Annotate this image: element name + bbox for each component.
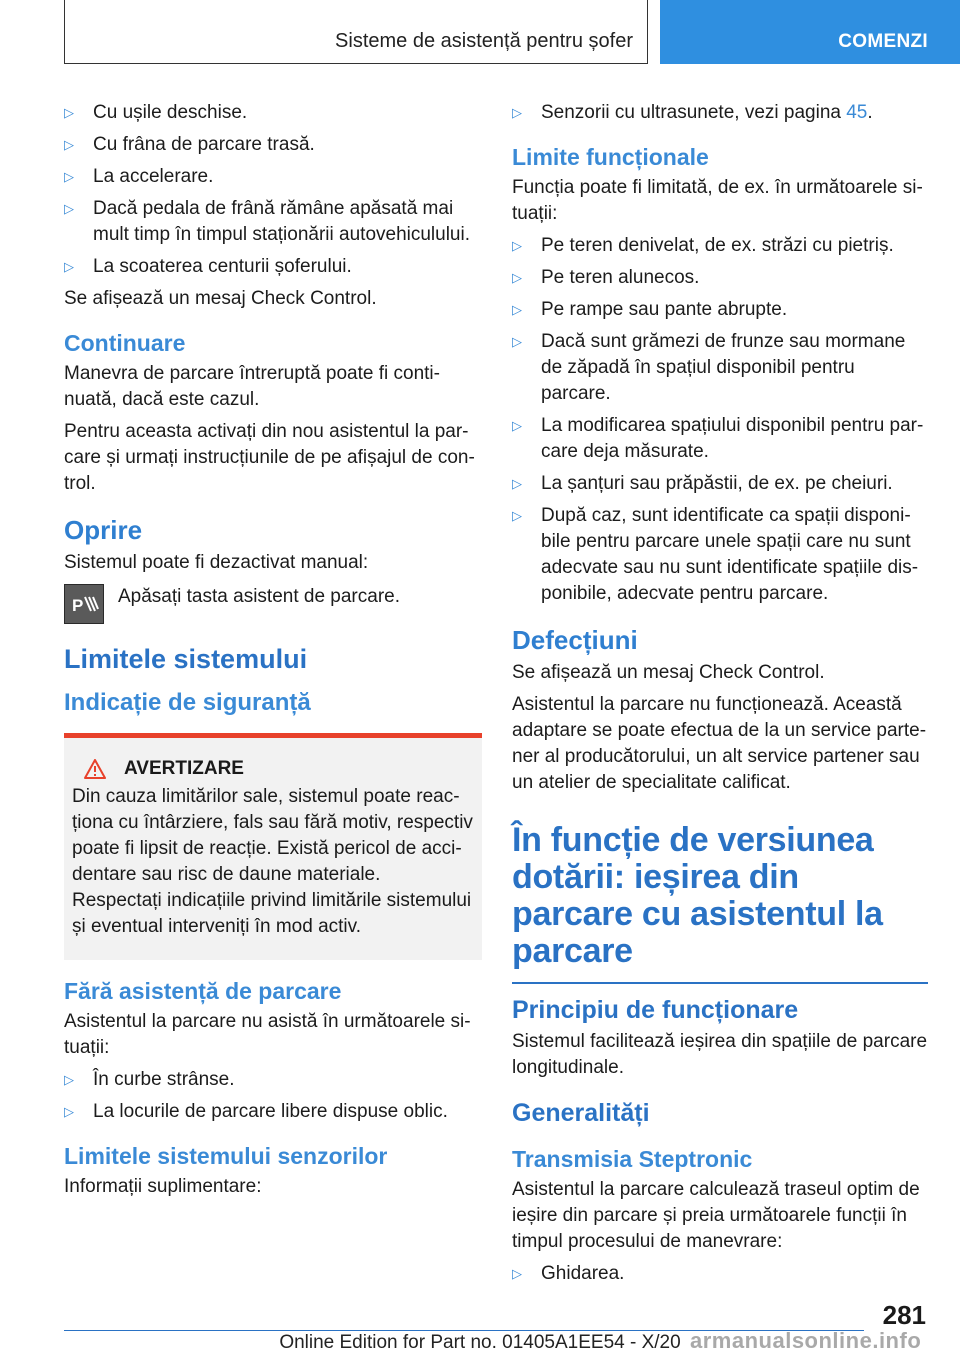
bullet-list-senzori xyxy=(512,100,928,126)
paragraph-limite: Funcția poate fi limitată, de ex. în următoarele si-tuații: xyxy=(512,177,923,224)
button-instruction xyxy=(64,584,482,624)
heading-limitele-sistemului: Limitele sistemului xyxy=(64,644,308,674)
tab-comenzi-label: COMENZI xyxy=(838,31,928,52)
paragraph-fara: Asistentul la parcare nu asistă în următoarele si-tuații: xyxy=(64,1011,471,1058)
triangle-bullet-icon: ▷ xyxy=(64,1072,74,1087)
heading-rule xyxy=(512,982,928,984)
paragraph-principiu: Sistemul facilitează ieșirea din spațiile de parcare longitudinale. xyxy=(512,1030,928,1078)
paragraph-continuare-2: Pentru aceasta activați din nou asistentul la par-care și urmați instrucțiunile de pe afișajul de con-trol. xyxy=(64,421,475,494)
page-number: 281 xyxy=(882,1300,926,1330)
warning-box xyxy=(64,733,482,960)
park-assist-button-icon xyxy=(64,584,104,624)
list-item: ▷ Dacă sunt grămezi de frunze sau mormane de zăpadă în spațiul disponibil pentru parcare. xyxy=(512,331,906,404)
list-item: ▷ Ghidarea. xyxy=(512,1261,928,1287)
warning-header xyxy=(84,758,474,780)
triangle-bullet-icon: ▷ xyxy=(512,476,522,491)
triangle-bullet-icon: ▷ xyxy=(64,169,74,184)
list-item: ▷ Pe teren denivelat, de ex. străzi cu pietriș. xyxy=(512,233,928,259)
heading-oprire: Oprire xyxy=(64,515,143,545)
list-item: ▷ La accelerare. xyxy=(64,164,482,190)
list-item: ▷ La scoaterea centurii șoferului. xyxy=(64,254,482,280)
paragraph-transmisia: Asistentul la parcare calculează traseul optim de ieșire din parcare și preia următoarele funcții în timpul procesului de manevrare: xyxy=(512,1178,920,1252)
paragraph-informatii: Informații suplimentare: xyxy=(64,1176,262,1197)
triangle-bullet-icon: ▷ xyxy=(512,105,522,120)
page-header xyxy=(0,0,960,66)
bullet-list-limite xyxy=(512,233,928,607)
triangle-bullet-icon: ▷ xyxy=(512,1265,522,1281)
triangle-bullet-icon: ▷ xyxy=(512,334,522,349)
paragraph-check-control: Se afișează un mesaj Check Control. xyxy=(64,288,377,309)
triangle-bullet-icon: ▷ xyxy=(512,238,522,253)
list-item: ▷ La modificarea spațiului disponibil pentru par-care deja măsurate. xyxy=(512,415,924,462)
watermark: armanualsonline.info xyxy=(690,1328,922,1353)
paragraph-continuare-1: Manevra de parcare întreruptă poate fi conti-nuată, dacă este cazul. xyxy=(64,363,440,410)
list-item: ▷ Pe rampe sau pante abrupte. xyxy=(512,297,928,323)
heading-limitele-senzorilor: Limitele sistemului senzorilor xyxy=(64,1143,388,1169)
section-title: Sisteme de asistență pentru șofer xyxy=(335,30,633,52)
heading-defectiuni: Defecțiuni xyxy=(512,625,638,655)
triangle-bullet-icon: ▷ xyxy=(64,137,74,152)
triangle-bullet-icon: ▷ xyxy=(64,105,74,120)
heading-principiu: Principiu de funcționare xyxy=(512,995,799,1024)
heading-fara-asistenta: Fără asistență de parcare xyxy=(64,978,342,1004)
left-column xyxy=(64,100,482,1206)
button-instruction-text: Apăsați tasta asistent de parcare. xyxy=(118,586,400,607)
list-item: ▷ Senzorii cu ultrasunete, vezi pagina 45. xyxy=(512,100,928,126)
paragraph-defectiuni-2: Asistentul la parcare nu funcționează. Această adaptare se poate efectua de la un service parte-ner al producătorului, un alt service partener sau un atelier de specialitate calificat. xyxy=(512,694,927,793)
list-item: ▷ Dacă pedala de frână rămâne apăsată mai mult timp în timpul staționării autovehiculului. xyxy=(64,198,471,245)
bullet-list-conditions xyxy=(64,100,482,280)
warning-text: Din cauza limitărilor sale, sistemul poate reac-ționa cu întârziere, fals sau fără motiv, respectiv poate fi lipsit de reacție. Există pericol de acci-dentare sau risc de daune materiale. Respectați indicațiile privind limitările sistemului și eventual interveniți în mod activ. xyxy=(72,786,473,937)
warning-triangle-icon xyxy=(84,759,106,779)
tab-comenzi[interactable] xyxy=(660,0,960,64)
triangle-bullet-icon: ▷ xyxy=(64,259,74,274)
heading-limite-functionale: Limite funcționale xyxy=(512,144,709,170)
bullet-list-fara xyxy=(64,1067,482,1125)
triangle-bullet-icon: ▷ xyxy=(64,1104,74,1119)
bullet-list-end xyxy=(512,1261,928,1287)
page-link[interactable]: 45 xyxy=(846,102,868,123)
right-column xyxy=(512,100,928,1293)
heading-indicatie-siguranta: Indicație de siguranță xyxy=(64,689,311,716)
paragraph-oprire: Sistemul poate fi dezactivat manual: xyxy=(64,552,369,573)
footer-edition: Online Edition for Part no. 01405A1EE54 - X/20 xyxy=(279,1332,681,1353)
list-item: ▷ La șanțuri sau prăpăstii, de ex. pe cheiuri. xyxy=(512,471,928,497)
heading-generalitati: Generalități xyxy=(512,1098,650,1127)
triangle-bullet-icon: ▷ xyxy=(512,418,522,433)
list-item: ▷ În curbe strânse. xyxy=(64,1067,482,1093)
list-item: ▷ Pe teren alunecos. xyxy=(512,265,928,291)
section-title-box xyxy=(64,0,648,64)
list-item: ▷ Cu frâna de parcare trasă. xyxy=(64,132,482,158)
triangle-bullet-icon: ▷ xyxy=(512,302,522,317)
heading-continuare: Continuare xyxy=(64,330,186,356)
list-item: ▷ La locurile de parcare libere dispuse oblic. xyxy=(64,1099,482,1125)
triangle-bullet-icon: ▷ xyxy=(512,508,522,523)
list-item: ▷ După caz, sunt identificate ca spații disponi-bile pentru parcare unele spații care nu sunt adecvate sau nu sunt identificate spațiile dis-ponibile, adecvate pentru parcare. xyxy=(512,505,919,604)
triangle-bullet-icon: ▷ xyxy=(64,201,74,216)
heading-transmisia: Transmisia Steptronic xyxy=(512,1145,753,1172)
svg-text:P: P xyxy=(72,596,84,615)
heading-iesirea-din-parcare: În funcție de versiunea dotării: ieșirea din parcare cu asistentul la parcare xyxy=(512,821,883,970)
triangle-bullet-icon: ▷ xyxy=(512,270,522,285)
warning-title: AVERTIZARE xyxy=(124,758,244,779)
list-item: ▷ Cu ușile deschise. xyxy=(64,100,482,126)
paragraph-defectiuni-1: Se afișează un mesaj Check Control. xyxy=(512,662,825,683)
